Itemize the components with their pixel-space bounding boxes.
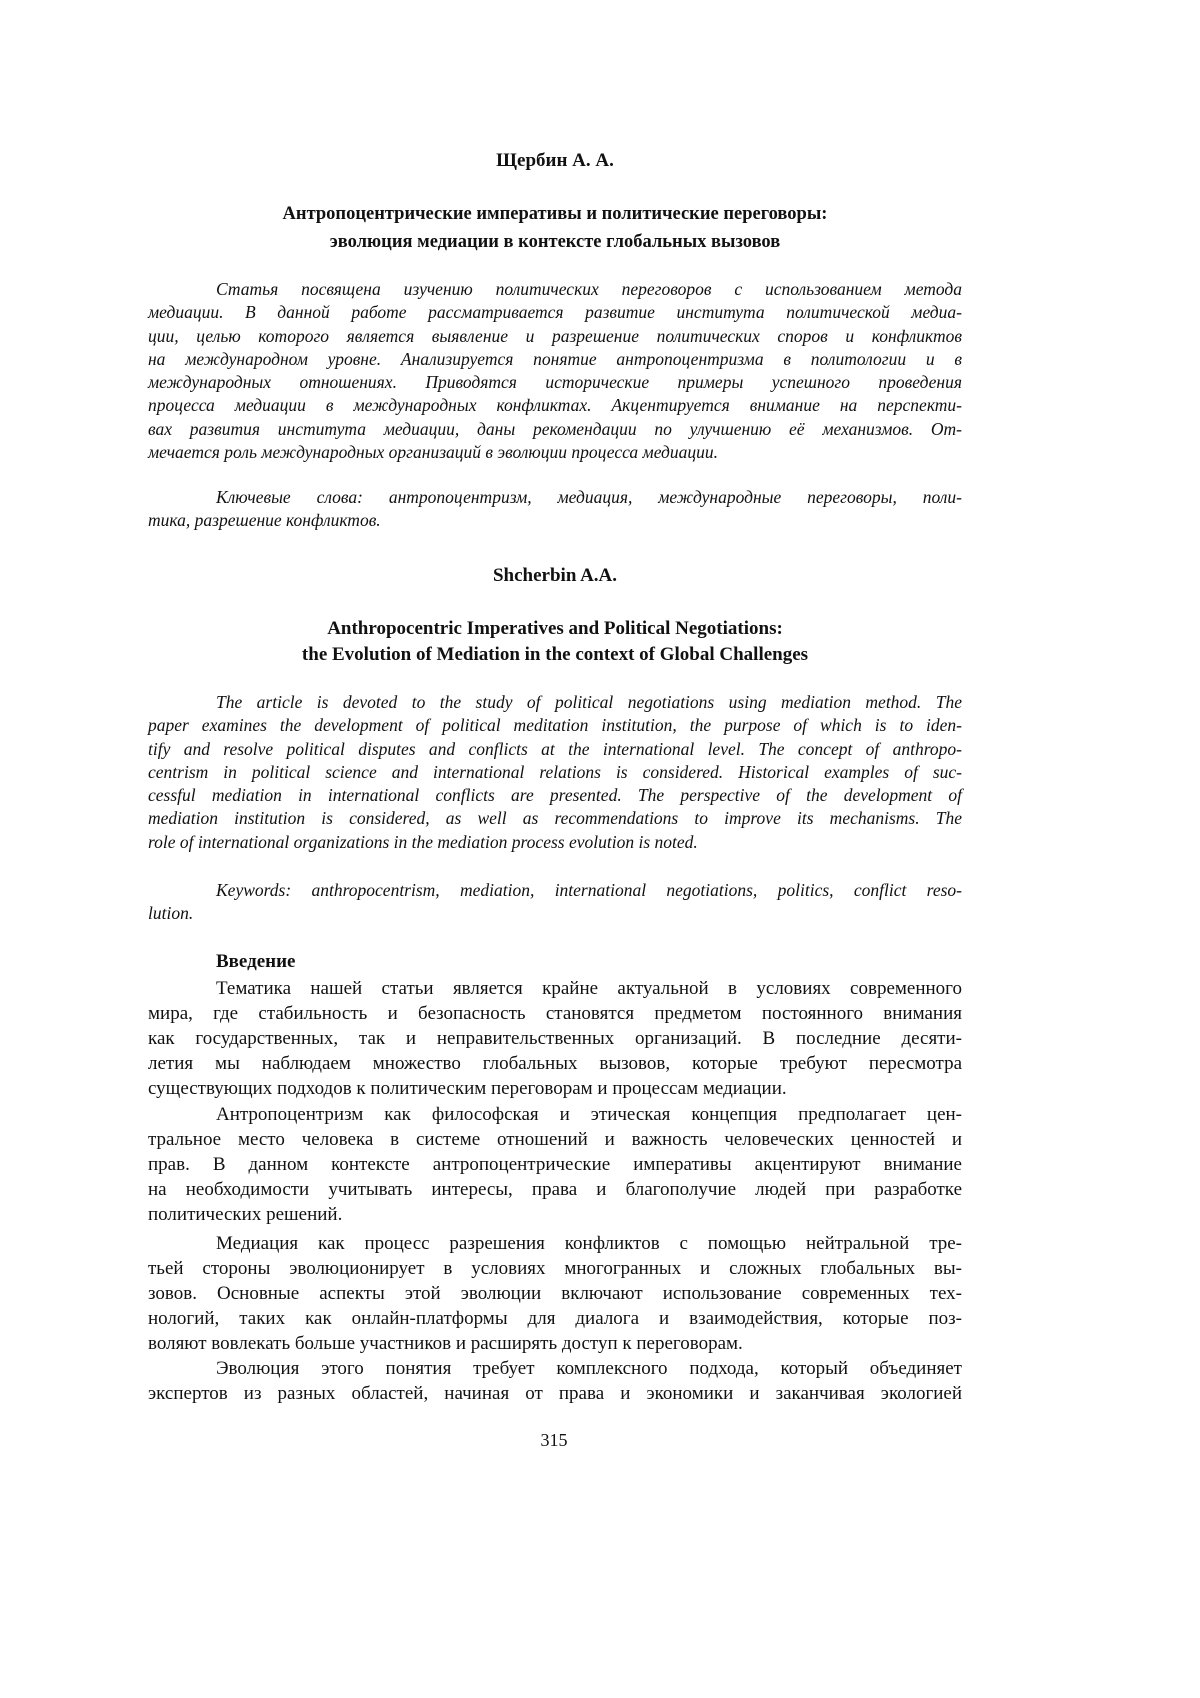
text-line: Эволюция этого понятия требует комплексного подхода, который объединяет (148, 1356, 962, 1381)
title-en-line: Anthropocentric Imperatives and Political Negotiations: (148, 616, 962, 642)
text-line: международных отношениях. Приводятся исторические примеры успешного проведения (148, 371, 962, 394)
text-line: mediation institution is considered, as well as recommendations to improve its mechanisms. The (148, 807, 962, 830)
text-line: Ключевые слова: антропоцентризм, медиация, международные переговоры, поли- (148, 486, 962, 509)
text-line: политических решений. (148, 1202, 962, 1227)
title-ru (148, 200, 962, 256)
title-ru-line: Антропоцентрические императивы и политические переговоры: (148, 200, 962, 228)
text-line: прав. В данном контексте антропоцентрические императивы акцентируют внимание (148, 1152, 962, 1177)
text-line: летия мы наблюдаем множество глобальных вызовов, которые требуют пересмотра (148, 1051, 962, 1076)
text-line: role of international organizations in the mediation process evolution is noted. (148, 831, 962, 854)
text-line: paper examines the development of political meditation institution, the purpose of which is to iden- (148, 714, 962, 737)
text-line: Тематика нашей статьи является крайне актуальной в условиях современного (148, 976, 962, 1001)
text-line: centrism in political science and international relations is considered. Historical examples of suc- (148, 761, 962, 784)
text-line: существующих подходов к политическим переговорам и процессам медиации. (148, 1076, 962, 1101)
text-line: Антропоцентризм как философская и этическая концепция предполагает цен- (148, 1102, 962, 1127)
text-line: зовов. Основные аспекты этой эволюции включают использование современных тех- (148, 1281, 962, 1306)
text-line: на необходимости учитывать интересы, права и благополучие людей при разработке (148, 1177, 962, 1202)
text-line: мира, где стабильность и безопасность становятся предметом постоянного внимания (148, 1001, 962, 1026)
page-number: 315 (0, 1430, 1108, 1451)
text-line: тральное место человека в системе отношений и важность человеческих ценностей и (148, 1127, 962, 1152)
text-line: на международном уровне. Анализируется понятие антропоцентризма в политологии и в (148, 348, 962, 371)
body-paragraph (148, 976, 962, 1101)
body-paragraph (148, 1356, 962, 1406)
text-line: Keywords: anthropocentrism, mediation, international negotiations, politics, conflict reso- (148, 879, 962, 902)
body-paragraph (148, 1231, 962, 1356)
keywords-en (148, 879, 962, 926)
abstract-en (148, 691, 962, 854)
title-en (148, 616, 962, 668)
text-line: The article is devoted to the study of political negotiations using mediation method. The (148, 691, 962, 714)
text-line: Медиация как процесс разрешения конфликтов с помощью нейтральной тре- (148, 1231, 962, 1256)
text-line: экспертов из разных областей, начиная от права и экономики и заканчивая экологией (148, 1381, 962, 1406)
text-line: ции, целью которого является выявление и разрешение политических споров и конфликтов (148, 325, 962, 348)
title-ru-line: эволюция медиации в контексте глобальных вызовов (148, 228, 962, 256)
text-line: воляют вовлекать больше участников и расширять доступ к переговорам. (148, 1331, 962, 1356)
text-line: cessful mediation in international conflicts are presented. The perspective of the development of (148, 784, 962, 807)
text-line: процесса медиации в международных конфликтах. Акцентируется внимание на перспекти- (148, 394, 962, 417)
author-en: Shcherbin A.A. (148, 565, 962, 587)
text-line: нологий, таких как онлайн-платформы для диалога и взаимодействия, которые поз- (148, 1306, 962, 1331)
text-line: tify and resolve political disputes and conflicts at the international level. The concept of anthropo- (148, 738, 962, 761)
body-paragraph (148, 1102, 962, 1227)
author-ru: Щербин А. А. (148, 150, 962, 172)
text-line: вах развития института медиации, даны рекомендации по улучшению её механизмов. От- (148, 418, 962, 441)
text-line: как государственных, так и неправительственных организаций. В последние десяти- (148, 1026, 962, 1051)
text-line: медиации. В данной работе рассматривается развитие института политической медиа- (148, 301, 962, 324)
section-heading-introduction: Введение (216, 951, 296, 973)
keywords-ru (148, 486, 962, 533)
text-line: Статья посвящена изучению политических переговоров с использованием метода (148, 278, 962, 301)
text-line: тьей стороны эволюционирует в условиях многогранных и сложных глобальных вы- (148, 1256, 962, 1281)
text-line: lution. (148, 902, 962, 925)
text-line: тика, разрешение конфликтов. (148, 509, 962, 532)
title-en-line: the Evolution of Mediation in the context of Global Challenges (148, 642, 962, 668)
abstract-ru (148, 278, 962, 464)
text-line: мечается роль международных организаций в эволюции процесса медиации. (148, 441, 962, 464)
